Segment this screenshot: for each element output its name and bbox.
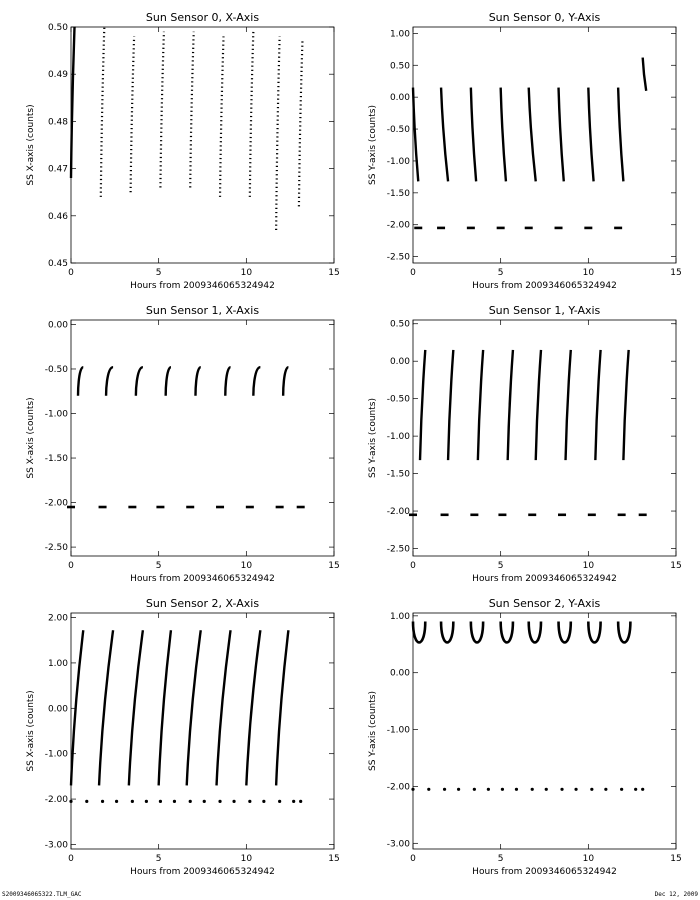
data-segment-0 [420,350,425,460]
y-tick-label: -2.00 [44,795,68,806]
y-tick-label: -1.00 [44,749,68,760]
data-segment-0 [71,27,75,178]
level-mark-15 [634,788,637,791]
x-tick-label: 15 [670,854,682,864]
x-axis-label: Hours from 2009346065324942 [130,574,275,584]
x-axis-label: Hours from 2009346065324942 [130,281,275,291]
x-axis-label: Hours from 2009346065324942 [472,281,617,291]
x-tick-label: 5 [497,268,504,278]
level-mark-1 [85,800,88,803]
data-segment-2 [136,367,143,395]
y-tick-label: -2.50 [386,252,410,263]
data-segment-6 [253,367,260,395]
y-tick-label: -2.00 [386,220,410,231]
level-mark-7 [515,788,518,791]
data-segment-6 [588,88,593,182]
data-segment-5 [225,367,230,395]
chart-panel-0 [26,11,340,291]
y-tick-label: -0.50 [386,394,410,405]
level-mark-3 [115,800,118,803]
level-mark-2 [443,788,446,791]
data-segment-2 [471,622,483,643]
data-segment-7 [623,350,628,460]
data-segment-5 [220,36,224,196]
y-tick-label: 0.00 [47,704,68,715]
level-mark-5 [487,788,490,791]
chart-title: Sun Sensor 2, Y-Axis [488,597,601,610]
level-mark-7 [173,800,176,803]
x-tick-label: 5 [497,561,504,571]
level-mark-9 [203,800,206,803]
x-tick-label: 0 [68,268,74,278]
y-tick-label: -1.50 [386,188,410,199]
data-segment-3 [160,32,164,188]
x-tick-label: 0 [410,854,416,864]
data-segment-5 [559,88,564,182]
data-segment-6 [250,32,254,197]
y-tick-label: -3.00 [44,840,68,851]
level-mark-8 [189,800,192,803]
data-segment-6 [246,630,260,785]
x-tick-label: 5 [155,854,162,864]
y-tick-label: -2.00 [386,507,410,518]
y-tick-label: -1.00 [386,432,410,443]
data-segment-6 [588,622,600,643]
y-axis-label: SS Y-axis (counts) [368,691,378,771]
y-tick-label: -2.50 [386,544,410,555]
level-mark-6 [159,800,162,803]
data-segment-1 [441,622,453,643]
level-mark-12 [590,788,593,791]
data-segment-1 [441,88,448,182]
x-tick-label: 10 [582,268,595,278]
level-mark-2 [101,800,104,803]
level-mark-4 [131,800,134,803]
y-tick-label: 1.00 [389,611,410,622]
y-tick-label: -3.00 [386,839,410,850]
x-tick-label: 15 [670,268,682,278]
data-segment-2 [129,630,143,785]
y-tick-label: 1.00 [389,29,410,40]
data-segment-3 [501,622,513,643]
chart-panel-5 [368,597,682,877]
y-axis-label: SS Y-axis (counts) [368,398,378,478]
data-segment-4 [529,88,536,182]
level-mark-12 [248,800,251,803]
plot-frame [71,27,334,263]
chart-panel-1 [368,11,682,291]
y-tick-label: -2.50 [44,543,68,554]
data-segment-7 [276,36,280,230]
plot-frame [413,613,676,849]
y-tick-label: 0.48 [47,117,68,128]
level-mark-11 [232,800,235,803]
y-tick-label: -1.00 [44,409,68,420]
data-segment-5 [217,630,231,785]
data-segment-7 [276,630,288,785]
x-axis-label: Hours from 2009346065324942 [472,574,617,584]
level-mark-8 [531,788,534,791]
y-tick-label: -0.50 [44,364,68,375]
data-segment-7 [618,622,630,643]
level-mark-0 [69,800,72,803]
chart-panel-3 [368,304,682,584]
x-tick-label: 15 [328,561,340,571]
data-segment-3 [159,630,171,785]
data-segment-1 [101,27,105,197]
level-mark-1 [427,788,430,791]
data-segment-0 [413,88,418,182]
plot-frame [413,27,676,263]
data-segment-6 [595,350,600,460]
y-tick-label: -2.00 [386,782,410,793]
data-segment-0 [78,367,83,395]
level-mark-3 [457,788,460,791]
data-segment-2 [131,36,135,192]
y-tick-label: 0.47 [47,164,68,175]
x-tick-label: 5 [155,268,162,278]
y-tick-label: 0.46 [47,211,68,222]
level-mark-5 [145,800,148,803]
y-axis-label: SS X-axis (counts) [26,690,36,772]
chart-title: Sun Sensor 0, X-Axis [145,11,260,24]
data-segment-4 [190,32,194,188]
level-mark-13 [262,800,265,803]
data-segment-7 [618,88,623,182]
y-axis-label: SS X-axis (counts) [26,104,36,186]
y-tick-label: 0.00 [389,668,410,679]
y-tick-label: -2.00 [44,498,68,509]
data-segment-4 [195,367,200,395]
x-axis-label: Hours from 2009346065324942 [472,867,617,877]
data-segment-5 [566,350,571,460]
x-tick-label: 0 [410,561,416,571]
data-segment-3 [508,350,513,460]
x-tick-label: 10 [582,854,595,864]
chart-title: Sun Sensor 2, X-Axis [145,597,260,610]
x-tick-label: 10 [240,268,253,278]
data-segment-4 [529,622,541,643]
y-tick-label: 0.00 [389,357,410,368]
level-mark-11 [574,788,577,791]
x-tick-label: 10 [582,561,595,571]
chart-title: Sun Sensor 1, Y-Axis [488,304,601,317]
level-mark-14 [278,800,281,803]
data-segment-5 [559,622,571,643]
chart-title: Sun Sensor 0, Y-Axis [488,11,601,24]
y-tick-label: 0.50 [389,319,410,330]
y-tick-label: 0.00 [47,320,68,331]
data-segment-2 [471,88,476,182]
y-axis-label: SS X-axis (counts) [26,397,36,479]
y-tick-label: 0.45 [47,259,68,269]
level-mark-16 [641,788,644,791]
level-mark-14 [620,788,623,791]
data-segment-8 [643,58,647,91]
x-tick-label: 5 [155,561,162,571]
y-tick-label: -1.50 [44,454,68,465]
data-segment-7 [283,367,288,395]
data-segment-1 [99,630,113,785]
chart-title: Sun Sensor 1, X-Axis [145,304,260,317]
data-segment-4 [187,630,201,785]
level-mark-4 [473,788,476,791]
level-mark-10 [560,788,563,791]
plot-frame [71,320,334,556]
data-segment-8 [299,41,303,206]
data-segment-2 [478,350,483,460]
data-segment-4 [536,350,541,460]
y-tick-label: -0.50 [386,125,410,136]
level-mark-9 [545,788,548,791]
x-tick-label: 10 [240,561,253,571]
level-mark-6 [501,788,504,791]
y-tick-label: 0.49 [47,70,68,81]
chart-panel-2 [26,304,340,584]
chart-panel-4 [26,597,340,877]
x-tick-label: 5 [497,854,504,864]
data-segment-1 [106,367,113,395]
y-tick-label: 0.50 [389,61,410,72]
data-segment-3 [166,367,171,395]
y-tick-label: 2.00 [47,613,68,624]
level-mark-15 [292,800,295,803]
x-tick-label: 0 [410,268,416,278]
y-axis-label: SS Y-axis (counts) [368,105,378,185]
x-tick-label: 15 [328,268,340,278]
x-tick-label: 0 [68,854,74,864]
x-tick-label: 15 [670,561,682,571]
data-segment-3 [501,88,506,182]
footer-file-id: S2009346065322.TLM_GAC [2,891,82,898]
y-tick-label: -1.00 [386,725,410,736]
x-tick-label: 0 [68,561,74,571]
y-tick-label: 0.50 [47,23,68,33]
data-segment-0 [413,622,425,643]
x-axis-label: Hours from 2009346065324942 [130,867,275,877]
x-tick-label: 15 [328,854,340,864]
data-segment-1 [448,350,453,460]
y-tick-label: -1.00 [386,156,410,167]
y-tick-label: 1.00 [47,658,68,669]
data-segment-0 [71,630,83,785]
level-mark-0 [411,788,414,791]
y-tick-label: -1.50 [386,469,410,480]
level-mark-10 [218,800,221,803]
level-mark-13 [604,788,607,791]
footer-date: Dec 12, 2009 [654,891,698,898]
x-tick-label: 10 [240,854,253,864]
y-tick-label: 0.00 [389,93,410,104]
level-mark-16 [299,800,302,803]
